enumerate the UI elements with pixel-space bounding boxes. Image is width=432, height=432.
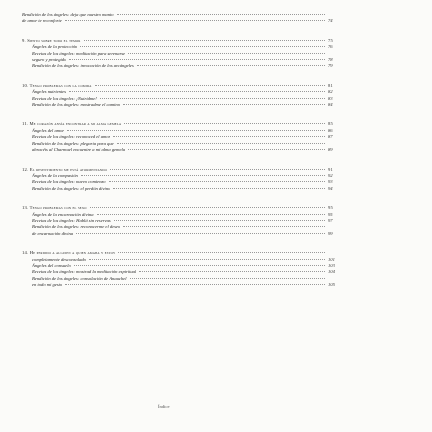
toc-page-number: 89 bbox=[328, 147, 333, 153]
toc-entry bbox=[22, 231, 340, 237]
toc-entry-text: Recetas de los ángeles: nuevo comienzo bbox=[32, 179, 106, 185]
toc-entry-text: 13. Tengo problemas con el sexo bbox=[22, 205, 87, 211]
leader-dots bbox=[123, 104, 325, 105]
leader-dots bbox=[81, 175, 325, 176]
toc-page-number: 87 bbox=[328, 134, 333, 140]
leader-dots bbox=[113, 188, 325, 189]
toc-entry bbox=[22, 18, 340, 24]
toc-entry bbox=[22, 282, 340, 288]
toc-entry-text: 10. Tengo problemas con la comida bbox=[22, 82, 92, 88]
leader-dots bbox=[74, 265, 325, 266]
toc-page-number: 97 bbox=[328, 217, 333, 223]
toc-entry-text: completamente desconsolado bbox=[32, 256, 86, 262]
toc-page-number: 85 bbox=[328, 121, 333, 127]
page-footer: Índice bbox=[158, 404, 170, 409]
toc-entry-text: Bendición de los ángeles: mostradme el camino bbox=[32, 102, 121, 108]
toc-entry-text: Recetas de los ángeles: meditación para serenarse bbox=[32, 50, 126, 56]
leader-dots bbox=[67, 130, 325, 131]
toc-page-number: 105 bbox=[328, 282, 335, 288]
toc-entry-text: Bendición de los ángeles: el perdón divino bbox=[32, 185, 111, 191]
toc-page-number: 99 bbox=[328, 230, 333, 236]
toc-entry-text: Bendición de los ángeles: invocación de los arcángeles bbox=[32, 63, 134, 69]
leader-dots bbox=[84, 40, 325, 41]
toc-page-number: 95 bbox=[328, 205, 333, 211]
toc-page-number: 81 bbox=[328, 82, 333, 88]
leader-dots bbox=[137, 65, 325, 66]
toc-entry bbox=[22, 102, 340, 108]
toc-entry-text: 9. Siento sobre todo el temor bbox=[22, 37, 81, 43]
toc-entry-text: Recetas de los ángeles: Hablá sin reservas bbox=[32, 217, 111, 223]
toc-page-number: 74 bbox=[328, 18, 333, 24]
leader-dots bbox=[109, 181, 325, 182]
toc-page-number: 82 bbox=[328, 89, 333, 95]
toc-page-number: 104 bbox=[328, 269, 335, 275]
leader-dots bbox=[124, 123, 325, 124]
toc-entry bbox=[22, 63, 340, 69]
toc-page-number: 92 bbox=[328, 172, 333, 178]
toc-entry-text: Ángeles del consuelo bbox=[32, 262, 71, 268]
leader-dots bbox=[65, 284, 325, 285]
leader-dots bbox=[90, 207, 325, 208]
toc-page-number: 84 bbox=[328, 102, 333, 108]
toc-page-number: 94 bbox=[328, 185, 333, 191]
table-of-contents bbox=[22, 12, 340, 289]
toc-entry-text: 12. El resentimiento me está atormentando bbox=[22, 166, 107, 172]
leader-dots bbox=[113, 136, 325, 137]
leader-dots bbox=[128, 149, 325, 150]
toc-page-number: 75 bbox=[328, 37, 333, 43]
leader-dots bbox=[139, 271, 325, 272]
toc-entry-text: Recetas de los ángeles: ¡Nutridme! bbox=[32, 95, 97, 101]
toc-entry bbox=[22, 186, 340, 192]
leader-dots bbox=[117, 14, 325, 15]
toc-entry-text: 14. He perdido a alguien a quien amaba y estoy bbox=[22, 250, 116, 256]
toc-entry-text: en todo mi gesto bbox=[32, 282, 63, 288]
leader-dots bbox=[130, 278, 325, 279]
toc-entry-text: Bendición de los ángeles: reconocerme el deseo bbox=[32, 224, 121, 230]
toc-entry-text: seguro y protegido bbox=[32, 57, 67, 63]
leader-dots bbox=[89, 259, 325, 260]
leader-dots bbox=[65, 20, 325, 21]
toc-entry-text: Recetas de los ángeles: reconoced el amor bbox=[32, 134, 111, 140]
toc-page-number: 103 bbox=[328, 262, 335, 268]
toc-entry-text: Bendición de los ángeles: deja que nuestro manto bbox=[22, 12, 114, 17]
toc-page-number: 78 bbox=[328, 57, 333, 63]
toc-entry-text: Bendición de los ángeles: consolación de Anauchel bbox=[32, 275, 127, 281]
toc-page-number: 91 bbox=[328, 166, 333, 172]
toc-entry-text: 11. Me corazón ansía encontrar a mi alma gemela bbox=[22, 121, 122, 127]
leader-dots bbox=[95, 85, 325, 86]
toc-page-number: 95 bbox=[328, 211, 333, 217]
toc-page-number: 86 bbox=[328, 127, 333, 133]
leader-dots bbox=[97, 214, 326, 215]
leader-dots bbox=[110, 169, 325, 170]
leader-dots bbox=[117, 143, 325, 144]
leader-dots bbox=[100, 98, 325, 99]
leader-dots bbox=[76, 233, 325, 234]
leader-dots bbox=[69, 91, 325, 92]
toc-entry-text: de amor te reconforte bbox=[22, 18, 62, 24]
leader-dots bbox=[114, 220, 325, 221]
toc-entry-text: de encarnación divina bbox=[32, 230, 74, 236]
toc-page-number: 101 bbox=[328, 256, 335, 262]
toc-page-number: 83 bbox=[328, 95, 333, 101]
toc-entry-text: Ángeles de la encarnación divina bbox=[32, 211, 94, 217]
toc-page-number: 93 bbox=[328, 179, 333, 185]
toc-entry-text: Ángeles del amor bbox=[32, 127, 65, 133]
toc-entry-text: Ángeles de la protección bbox=[32, 44, 78, 50]
leader-dots bbox=[118, 252, 325, 253]
toc-entry-text: Bendición de los ángeles: plegaria para que bbox=[32, 140, 114, 146]
toc-entry-text: Recetas de los ángeles: mostrad la meditación espiritual bbox=[32, 269, 137, 275]
toc-entry-text: Ángeles nutrientes bbox=[32, 89, 67, 95]
toc-page-number: 79 bbox=[328, 63, 333, 69]
toc-entry bbox=[22, 147, 340, 153]
toc-entry-text: abracéis al Charmuel encuentre a mi alma gemela bbox=[32, 147, 126, 153]
leader-dots bbox=[69, 59, 325, 60]
toc-page-number: 76 bbox=[328, 44, 333, 50]
leader-dots bbox=[128, 53, 325, 54]
toc-entry-text: Ángeles de la compasión bbox=[32, 172, 78, 178]
leader-dots bbox=[80, 46, 325, 47]
leader-dots bbox=[123, 226, 325, 227]
